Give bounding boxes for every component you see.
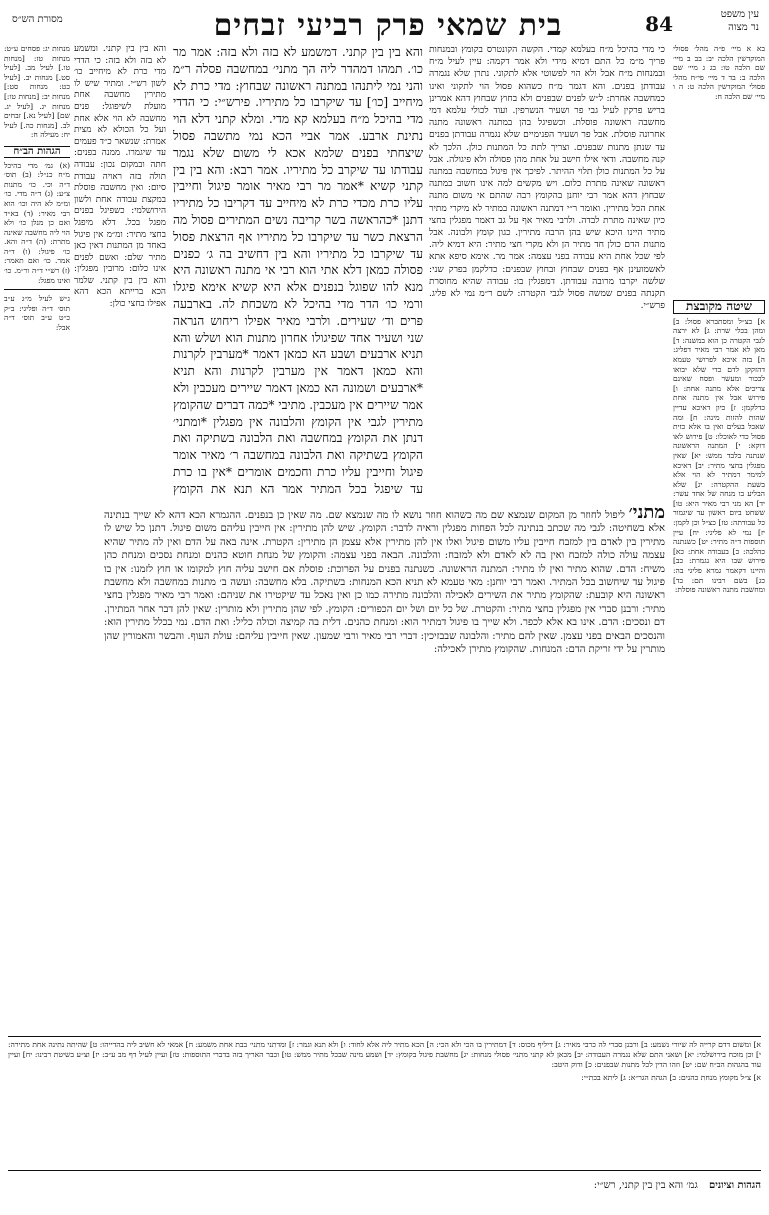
lower-commentary-paragraph xyxy=(104,506,665,656)
shita-mekubetzet-title: שיטה מקובצת xyxy=(673,300,765,314)
shita-mekubetzet-column xyxy=(673,300,765,1030)
footnotes-section xyxy=(8,1036,761,1164)
footnotes-text: א] ומשום דדם קרייה לה שיורי נשמע: ב] ורבנן סברי לה כרבי מאיר: ג] דיליף מכוס: ד] דמתירין בו הכי ולא הכי: ה] הכא מתיר ליה אלא לחוד: ו] ולא תנא וגמר: ז] ומדתני מתני׳ בבת אחת משמע: ח] אמאי לא חשיב ליה בהדייהו: ט] שהיתה נתינה אחת מתירה: י] וכן מוכח בירושלמי: יא] ושאני התם שלא נגמרה העבודה: יב] מכאן לא קתני מתני׳ פסולי מנחות: יג] מחשבת פיגול בקומץ: יד] ושמע מינה שבכל מתיר ממש: טו] וכבר האריך בזה בדברי התוספות: טז] ועיין לעיל דף מב ע״ב: יז] וצ״ע בשיטת רבינו: יח] ועיין עוד בהגהות הב״ח שם: יט] וזהו הדין לכל מתנות שבפנים: כ] ודוק היטב: xyxy=(8,1040,761,1069)
gemara-text-column xyxy=(173,44,423,500)
tosafot-commentary xyxy=(74,44,166,464)
ein-mishpat-text: בא א מיי׳ פ״ה מהל׳ פסולי המוקדשין הלכה יב: בב ב מיי׳ שם הלכה טו: בג ג מיי׳ שם הלכה ב: בד ד מיי׳ פי״ח מהל׳ פסולי המוקדשין הלכה ט: ה ו מיי׳ שם הלכה ח: xyxy=(673,44,765,101)
rashi-text: כי מדי בהיכל מ״ח בעלמא קמדי. הקשה הקונטרס בקומץ ובמנחות פריך מ״מ כל התם דמיא מידי ולא אמר דקמה: עיין לעיל מ״ח ובמנחות מ״ח אבל ולא הוי לפשוטי אלא לתקוני. נתרן שלא נגמרה עבודתן בפנים. והא דגמר מ״ח כשהוא פסול הוי לתקוני ואינו כמחשבה אחרת: ל״ש לפנים שבפנים ולא בחוץ שבחוץ דהא אמרינן בריש פרקין לעיל גבי פר ושעיר הנשרפין. ועוד לכולי עלמא דמי מחשבה ראשונה פוסלת. וכשפיגל בהן במתנה ראשונה מתנה אחרונה פוסלת. אבל פר ושעיר הפנימיים שלא נגמרה עבודתן בפנים עד שנתן מתנות שבפנים. וצריך לתת כל המתנות כולן. הלכך לא קנה מחשבה. ודאי אילו חישב על אחת מהן פסולה ולא פיגולה. אבל על כל המתנות כולן תלוי ההיתר. לפיכך אין פיגול במחשבה במתנה ראשונה שאינה מתרת כלום. ויש מקשים למה אינו חשוב כמתנה שבחוץ דהא אמר רבי יוחנן בהקומץ רבה שהתם אי משום מתנה אחת הכל מתירין. ואומר ר״י דמתנה ראשונה במתיר לא מיקרי מתיר כיון שאינה מתרת לבדה. ולרבי מאיר אף על גב דאמר מפגלין בחצי מתיר היינו היכא שיש בהן הרבה מתירין. כגון קומץ ולבונה. אבל מתנות הדם כולן חד מתיר הן ולא מקרי חצי מתיר: היא דמיא ליה. לפי שכל אחת היא עבודה בפני עצמה: אמר מר. אימא סיפא אתא לאשמועינן אף בפנים שבחוץ ובחוץ שבפנים: כדלקמן בפרק שני: שלשה יקרבו מרובה עבודתן. דמפגלין בו: עבודה שהיא מחוסרת תקנתה בפנים שמשה פסול לגבי הקטרה: לשם ר״מ נמי לא פליג. פרש״י. xyxy=(429,45,665,312)
ein-mishpat-column xyxy=(673,44,765,294)
haghot-habach-text: (א) גמ׳ מדי בהיכל מ״ח כנ״ל: (ב) תוס׳ ד״ה וכי. כו׳ מתנות צ״ע: (ג) ד״ה מדי. כו׳ ומ״מ לא היה וכו׳ הוא רבי מאיר: (ד) בא״ד ואם כן מנלן כו׳ ולא הוי ליה מחשבה שאינה מתרת: (ה) ד״ה והא. כו׳ פיגול: (ו) ד״ה אמר. כו׳ ואם תאמר: (ז) רש״י ד״ה ור״מ. כו׳ ואינו מפגל: xyxy=(4,160,70,285)
page-number: 84 xyxy=(645,12,673,36)
mishnah-label: מתני׳ xyxy=(628,506,665,523)
footnotes-note-line: א] צ״ל מקומץ מנחת כהנים: ב] הגהת הגר״א: ג] ליתא בכת״י: xyxy=(581,1073,761,1082)
rashi-commentary xyxy=(429,44,665,500)
bottom-notes-text: גמ׳ והא בין בין קתני, רש״י: xyxy=(593,1180,698,1191)
tosafot-text: והא בין בין קתני. ומשמע לא בזה ולא בזה: כי הדדי מדי כרת לא מיחייב כו׳ לשון רש״י. ומתיר שיש לו מתירין מחשבה אחת מועלת לשיפוגל: פנים מחשבה לא הוי אלא אחת ועל כל הכולא לא מצית אמרת: שנשאר כ״ד פעמים עד שיגמרו. ממנה בפנים: חתה ובמקום נכון: עבודה תולה בזה ראויה עבודת סיום: ואין מחשבה פוסלת במקצת עבודה אחת ולשון הירושלמי: כשפיגל בפנים מפגל בכל. דלא מיפגל בחצי מתיר: ומ״מ אין פיגול באחד מן המתנות דאין כאן מתיר שלם: ואשם לפנים אינו כלום: מרובין מפגלין: והא בין בין קתני. שלמר הכא ברייתא הכא דהא אפילו בחצי כולן: xyxy=(74,44,166,310)
shita-mekubetzet-text: א] כצ״ל ומסתברא פסול: ב] ומהן בכלי שרת: ג] לא ירצה לגבי הקטרה כן הוא במשנה: ד] מאן לא אמר רבי מאיר דפליג: ה] בזה איכא לפרושי טעמא דהזקקן לדם כדי שלא יבואו לבכור ומעשר ופסח שאינם צריכים אלא מתנה אחת: ו] פירוש אבל אין מתנה אחת כדלקמן: ז] כיון דאיכא עדיין שהות להזות מינה: ח] ומה שאכל בעלים ואין בו אלא כזית פסול כדי לאוכלו: ט] פירוש לאו דוקא: י] המתנה הראשונה שנתנה בלבד ממש: יא] שאין מפגלין בחצי מתיר: יב] דאיכא למימר דמתיר לא הוי אלא בשעת ההקטרה: יג] שלא הבליע בו מנחה של אחד עשר: יד] הא מני רבי מאיר היא: טו] ששחט ביום ראשון עד שיגמור כל עבודתה: טז] כצ״ל וכן לקמן: יז] נמי לא פליגי: יח] עיין תוספות ד״ה מתיר: יט] כשנתנה כהלכה: כ] בעבודה אחת: כא] פירוש שבו היא נגמרת: כב] והיינו דקאמר גמרא פליגי בה: כג] בשם רבינו תם: כד] ומחשבת מתנה ראשונה פוסלת: xyxy=(673,316,765,595)
divider xyxy=(4,289,70,290)
page-header xyxy=(8,6,761,46)
page-title: בית שמאי פרק רביעי זבחים xyxy=(213,8,563,43)
ein-mishpat-label: עין משפט נר מצוה xyxy=(720,9,759,33)
gemara-text: והא בין בין קתני. דמשמע לא בזה ולא בזה: אמר מר כו׳. תמהו דמהדר ליה הך מתני׳ במחשבה פסלה ר״מ והני נמי ליתנהו במתנה ראשונה שבחוץ: מדי כרת לא מיחייב [כו׳] עד שיקרבו כל מתיריו. פירש״י: כי הדדי מדי בהיכל מ״ח בעלמא קא מדי. ומלא קתני דלא הוי נתינת ארבע. אמר אביי הכא נמי מתשבה פסול שיצחתי בפנים שלמא אכא לי משום שלא נגמר עבודתו עד שיקרב כל מתיריו. אמר רבא: והא בין בין קתני קשיא *אמר מר רבי מאיר אומר פיגול וחייבין עליו כרת מכדי כרת לא מיחייב עד דקריבו כל מתיריו דתנן *כהראשה בשר קריבה נשים המתירים פסול מה הרצאת כשר עד שיקרבו כל מתיריו אף הרצאת פסול עד שיקרבו כל מתיריו והא בין דחשיב בה ג׳ כפנים פסולה כמאן דלא אתי הוא רבי אי מתנה ראשונה היא מנא להו שפוגל בנפנים אלא היא קשיא אימא פיגלו ורמי כו׳ הדר מדי בהיכל לא משכחת לה. בארבעה פרים וד׳ שעירים. ולרבי מאיר אפילו ריחוש הנראה שני ושעיר אחד שפיגולו אחרון מתנות הוא ושלש והא תניא ארבעים ושבע הא כמאן דאמר *מערבין לקרנות והא כמאן דאמר אין מערבין לקרנות והא תניא *ארבעים ושמונה הא כמאן דאמר שיירים מעכבין ולא אמר שיירים אין מעכבין. מתיבי *כמה דברים שהקומץ מתירין לגבי אין הקומץ והלבונה אין מפגלין *ומתני׳ דנתן את הקומץ במחשבה ואת הלבונה בשתיקה ואת הקומץ בשתיקה ואת הלבונה במחשבה ר׳ מאיר אומר פיגול וחייבין עליו כרת וחכמים אומרים *אין בו כרת עד שיפגל בכל המתיר אמר הא תנא את הקומץ xyxy=(173,45,423,496)
bottom-notes-label: הגהות וציונים xyxy=(708,1180,761,1191)
bottom-notes-line xyxy=(8,1180,761,1191)
haghot-habach-title: הגהות הב״ח xyxy=(4,146,70,158)
gilyon-hashas-text: ג״ש לעיל מ״ג ע״ב תוס׳ ד״ה ופליגי: ב״ק כ״ט ע״ב תוס׳ ד״ה אבל: xyxy=(4,294,70,333)
bottom-divider xyxy=(8,1170,761,1171)
masoret-hashas-text: מנחות יג: פסחים ע״ט: מנחות טז: [מנחות טו.] לעיל מב. [לעיל סט.] מנחות יב. [לעיל כט: מנחות סט:] מנחות יב: [מנחות טו:] מנחות יג. [לעיל יג. שם] [לעיל נא.] זבחים לב. [מנחות כה.] לעיל יח: מעילה ח: xyxy=(4,44,70,140)
masoret-hashas-label: מסורת הש״ס xyxy=(12,14,63,25)
lower-commentary-text: ליפול לחוזר מן המקום שנמצא שם מה כשהוא חוזר נושא לו מה שנמצא שם. מה שאין כן בנפנים. ההגמרא הכא דהא לא שייך בנתינה אלא בשחיטה: לגבי מה שכתב בנתינה לכל הפחות מפגלין וראיה לדבר: הקומץ. שיש להן מתירין: אין חייבין עליהם משום פיגול. דתנן כל שיש לו מתירין בין לאדם בין למזבח חייבין עליו משום פיגול ואלו אין להן מתירין אלא עצמן הן מתירין: הקטרת. אינה באה על הדם ואין לה מתיר שהיא עצמה עולה כולה למזבח ואין בה לא לאדם ולא למזבח: והלבונה. הבאה בפני עצמה: והקומץ של מנחת חוטא כהנים ומנחת נסכים ומנחת כהן משיח: הדם. שהוא מתיר ואין לו מתיר: המתנה הראשונה. כשנתנה בפנים על הפרוכת: פוסלת אם חישב עליה חוץ למקומו או חוץ לזמנו: אין בו פיגול עד שיחשוב בכל המתיר. ואמר רבי יוחנן: מאי טעמא לא תניא הכא המנחות: בשתיקה. בלא מחשבה: ועשה ב׳ מתנות במחשבה ולא מחשבת ראשונה היא קובעת: שהקומץ מתיר את השירים לאכילה והלבונה מתירה כמו כן ואין נאכל עד שיקטירו את שניהם: ואמר רבי מאיר מפגלין בחצי מתיר: ורבנן סברי אין מפגלין בחצי מתיר: והקטרת. של כל יום ושל יום הכפורים: הקומץ. לפי שהן מתירין ולא מותרין: שאין להן דבר אחר המתירן. דם ונסכים: הדם. אינו בא אלא לכפר. ולא שייך בו פיגול דמתיר הוא: ומנחת כהנים. דלית בה קמיצה וכולה כליל: ואת הדם. נמי בכלל מתירין הוא: והנסכים הבאים בפני עצמן. שאין להם מתיר: והלבונה שבבזיכין: דברי רבי מאיר ורבי שמעון. שאין חייבין עליהם: עולת העוף. והבשר והאמורין שהן מותרין על ידי זריקת הדם: המנחות. שהקומץ מתירן לאכילה: xyxy=(104,510,665,656)
lower-commentary xyxy=(104,506,665,1032)
left-margin-column xyxy=(4,44,70,804)
